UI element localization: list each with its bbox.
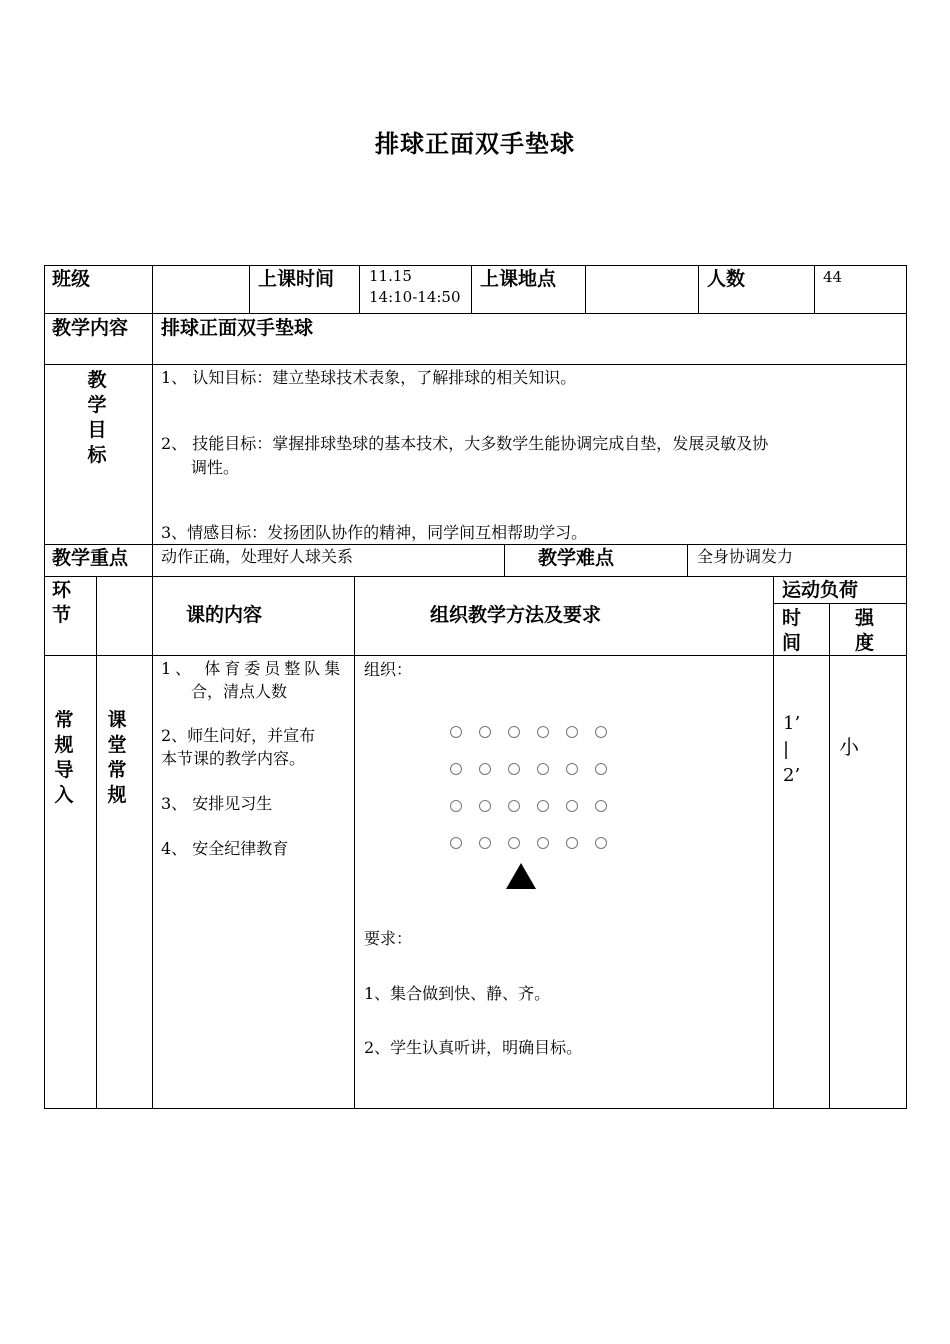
time-header-char: 时 xyxy=(782,607,802,629)
intensity-header-char: 度 xyxy=(855,632,875,654)
student-dot-icon xyxy=(450,800,462,812)
section-name-char: 入 xyxy=(54,784,74,806)
objectives-label xyxy=(86,368,108,468)
count-label: 人数 xyxy=(707,268,746,290)
page-title: 排球正面双手垫球 xyxy=(375,130,575,158)
student-dot-icon xyxy=(479,800,491,812)
objective-skill: 2、 技能目标：掌握排球垫球的基本技术，大多数学生能协调完成自垫，发展灵敏及协 xyxy=(161,434,769,453)
student-dot-icon xyxy=(479,726,491,738)
time-value-cell xyxy=(783,711,800,789)
org-label: 组织： xyxy=(364,660,413,679)
student-dot-icon xyxy=(479,837,491,849)
objectives-label-char: 教 xyxy=(87,369,107,391)
time-header-char: 间 xyxy=(782,632,802,654)
time-label: 上课时间 xyxy=(258,268,335,290)
section-header-char: 环 xyxy=(52,579,72,601)
student-dot-icon xyxy=(450,837,462,849)
student-dot-icon xyxy=(537,837,549,849)
section-header xyxy=(52,578,74,628)
objective-skill-cont: 调性。 xyxy=(191,458,240,477)
load-header: 运动负荷 xyxy=(782,579,859,601)
time-line: 1’ xyxy=(783,713,801,734)
student-dot-icon xyxy=(450,726,462,738)
section-name-char: 常 xyxy=(54,709,74,731)
student-dot-icon xyxy=(508,763,520,775)
section-name xyxy=(53,708,75,808)
student-dot-icon xyxy=(566,763,578,775)
section-name-char: 规 xyxy=(54,734,74,756)
time-value xyxy=(369,266,461,308)
content-item: 4、 安全纪律教育 xyxy=(161,839,289,858)
student-dot-icon xyxy=(508,800,520,812)
time-line: | xyxy=(783,739,790,760)
student-dot-icon xyxy=(508,726,520,738)
place-label: 上课地点 xyxy=(480,268,557,290)
objectives-label-char: 目 xyxy=(87,419,107,441)
student-dot-icon xyxy=(566,726,578,738)
method-header: 组织教学方法及要求 xyxy=(430,604,602,626)
student-dot-icon xyxy=(508,837,520,849)
time-date: 11.15 xyxy=(369,267,412,285)
time-range: 14:10-14:50 xyxy=(369,288,461,306)
requirement-item: 2、学生认真听讲，明确目标。 xyxy=(364,1038,583,1057)
requirement-item: 1、集合做到快、静、齐。 xyxy=(364,984,551,1003)
content-header: 课的内容 xyxy=(186,604,263,626)
intensity-value: 小 xyxy=(839,735,859,759)
content-value: 排球正面双手垫球 xyxy=(161,317,314,339)
objectives-label-char: 学 xyxy=(87,394,107,416)
subsection-name-char: 规 xyxy=(107,784,127,806)
subsection-name xyxy=(106,708,128,808)
student-dot-icon xyxy=(566,800,578,812)
subsection-name-char: 课 xyxy=(107,709,127,731)
content-item: 2、师生问好，并宣布 xyxy=(161,726,316,745)
content-item: 3、 安排见习生 xyxy=(161,794,273,813)
teacher-marker-icon xyxy=(506,863,536,889)
count-value: 44 xyxy=(823,268,843,286)
objective-cognitive: 1、 认知目标：建立垫球技术表象，了解排球的相关知识。 xyxy=(161,368,577,387)
student-dot-icon xyxy=(479,763,491,775)
difficulty-value: 全身协调发力 xyxy=(697,547,794,566)
section-header-char: 节 xyxy=(52,604,72,626)
student-dot-icon xyxy=(595,763,607,775)
student-dot-icon xyxy=(595,837,607,849)
content-item: 合，清点人数 xyxy=(191,682,288,701)
content-item: 1、 体育委员整队集 xyxy=(161,659,345,678)
student-dot-icon xyxy=(537,800,549,812)
requirements-label: 要求： xyxy=(364,929,413,948)
key-point-label: 教学重点 xyxy=(52,547,129,569)
subsection-name-char: 堂 xyxy=(107,734,127,756)
student-dot-icon xyxy=(595,726,607,738)
subsection-name-char: 常 xyxy=(107,759,127,781)
objective-emotional: 3、情感目标：发扬团队协作的精神，同学间互相帮助学习。 xyxy=(161,523,588,542)
time-header xyxy=(782,606,804,656)
intensity-header-char: 强 xyxy=(855,607,875,629)
student-dot-icon xyxy=(566,837,578,849)
content-label: 教学内容 xyxy=(52,317,129,339)
objectives-label-char: 标 xyxy=(87,444,107,466)
student-dot-icon xyxy=(537,763,549,775)
student-dot-icon xyxy=(450,763,462,775)
difficulty-label: 教学难点 xyxy=(538,547,615,569)
key-point-value: 动作正确，处理好人球关系 xyxy=(161,547,354,566)
time-line: 2’ xyxy=(783,765,801,786)
class-label: 班级 xyxy=(52,268,91,290)
student-dot-icon xyxy=(595,800,607,812)
section-name-char: 导 xyxy=(54,759,74,781)
student-dot-icon xyxy=(537,726,549,738)
content-item: 本节课的教学内容。 xyxy=(161,749,306,768)
intensity-header xyxy=(855,606,877,656)
